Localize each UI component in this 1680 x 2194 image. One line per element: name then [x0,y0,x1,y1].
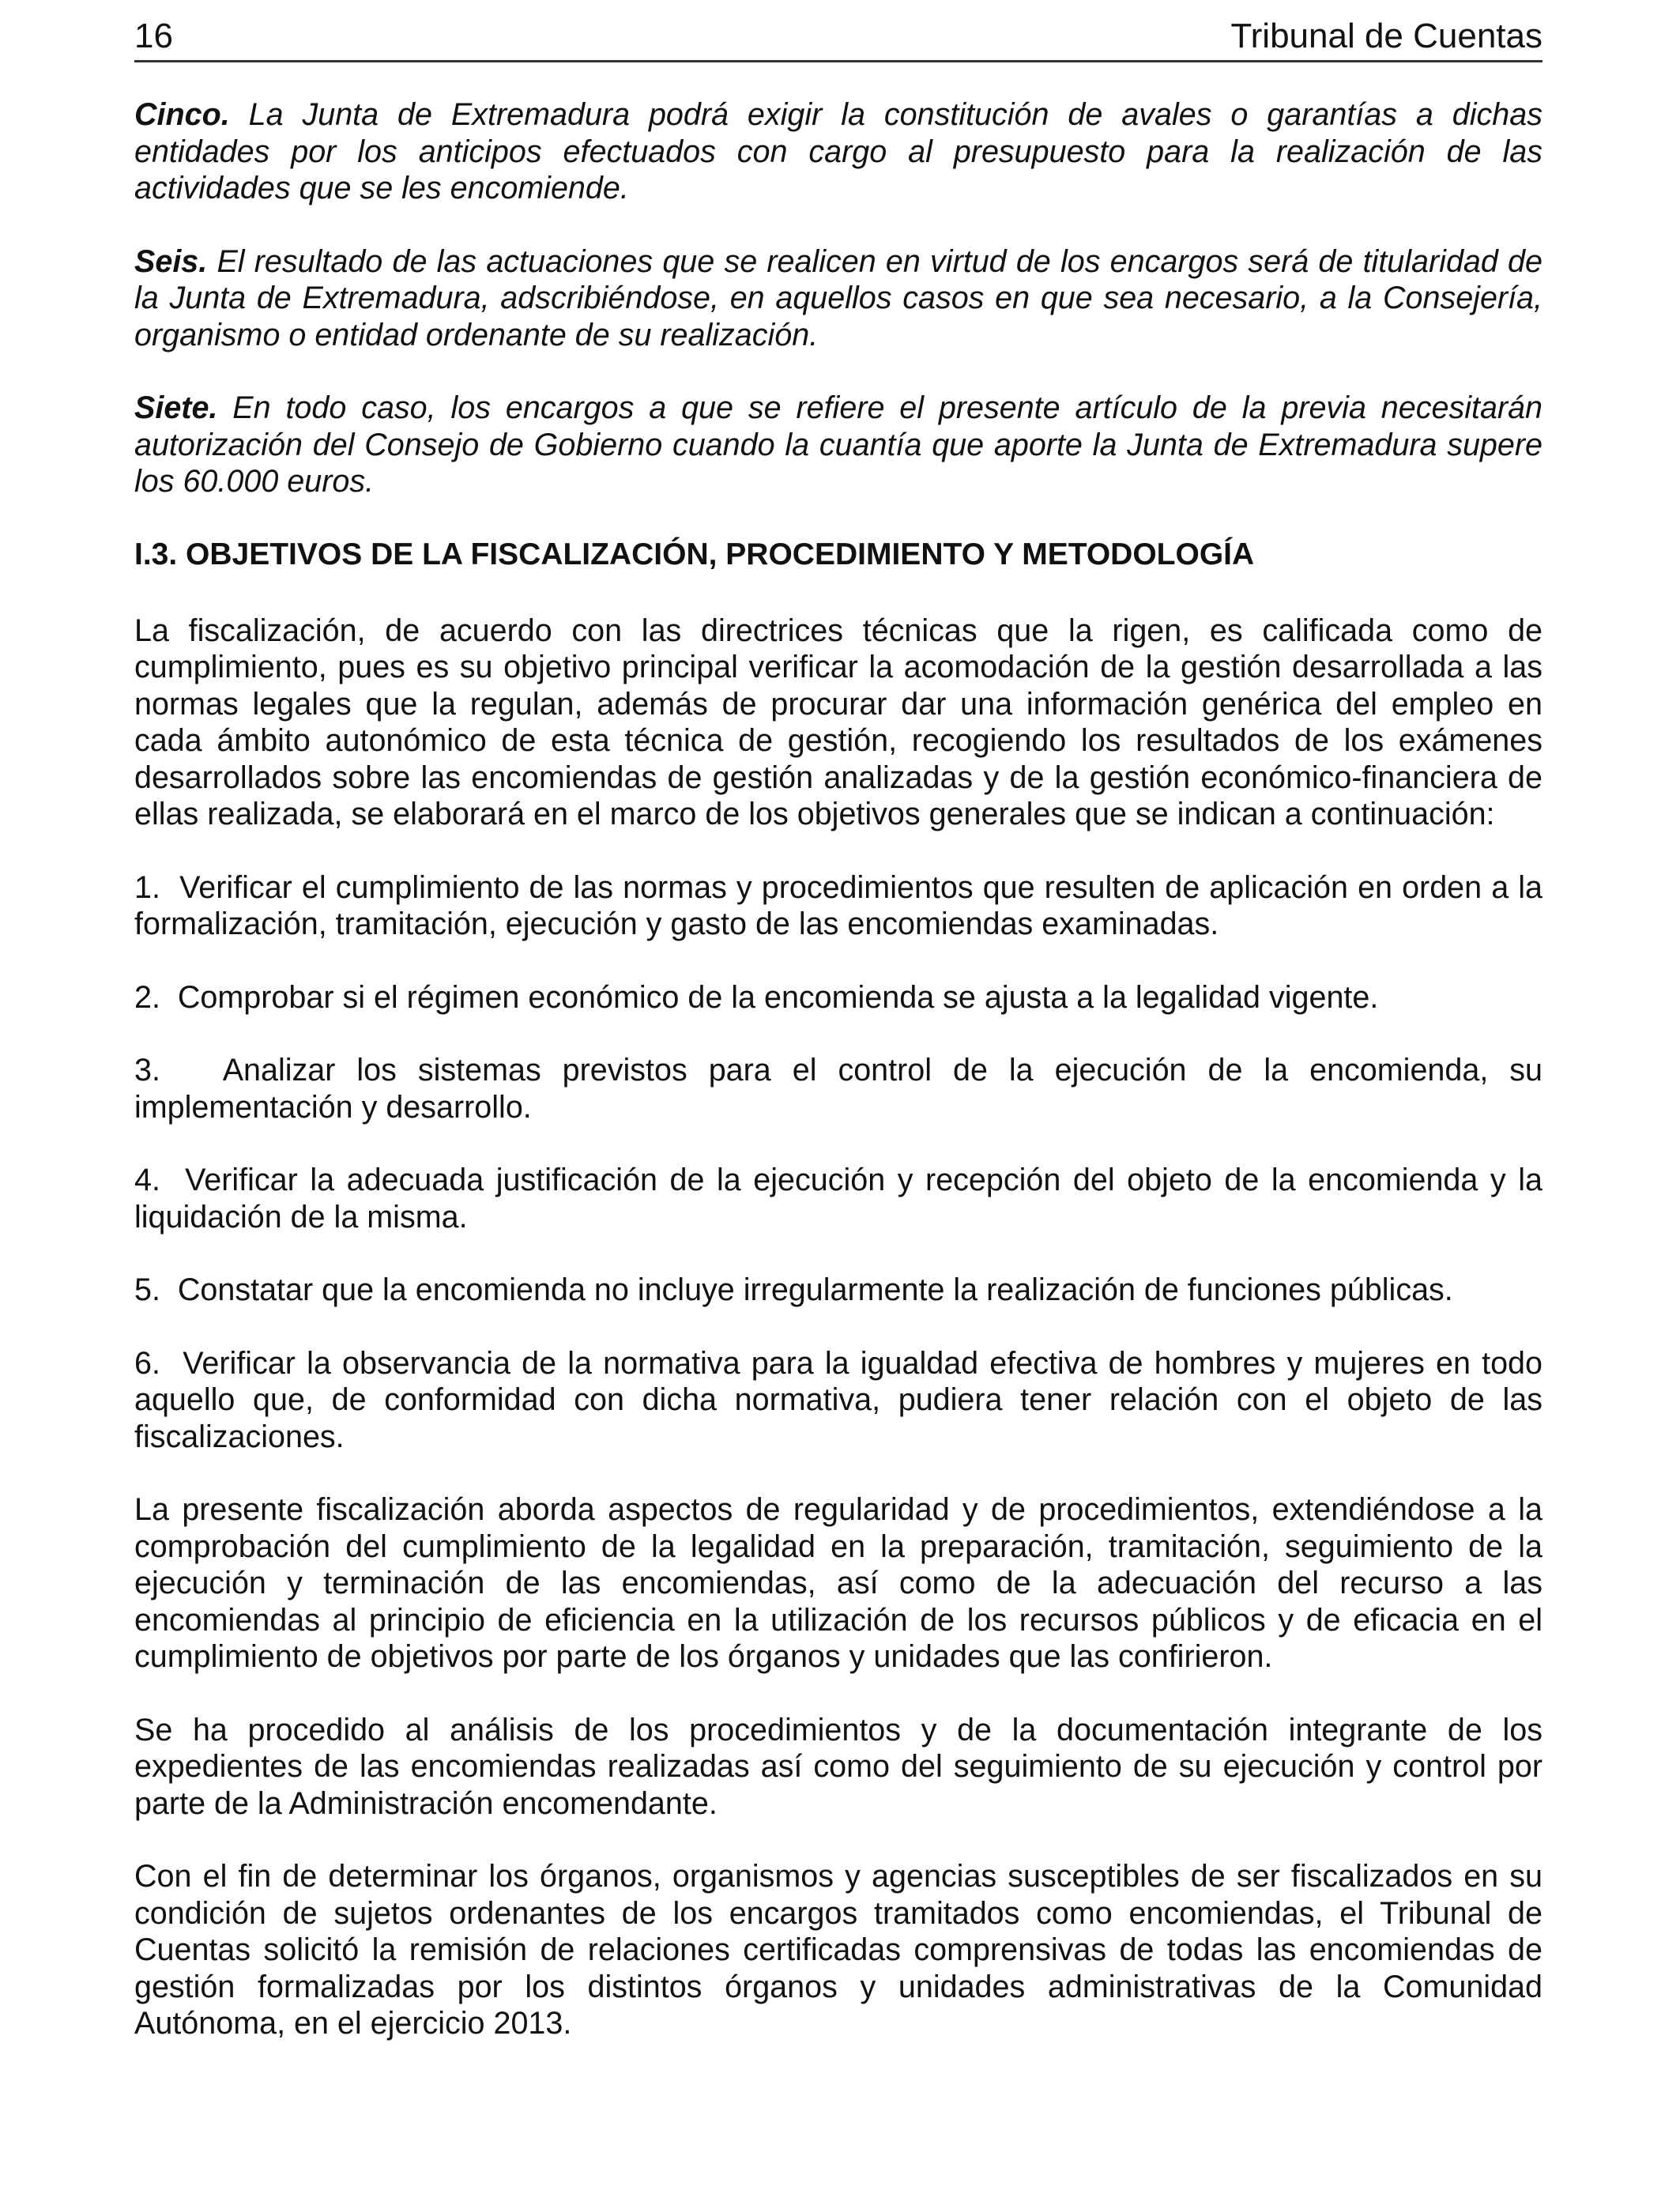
page-number: 16 [134,17,173,55]
objective-number: 1. [134,869,160,905]
objective-number: 2. [134,979,160,1015]
objective-text: Constatar que la encomienda no incluye irregularmente la realización de funciones públicas. [177,1272,1453,1307]
article-label: Siete. [134,390,218,425]
objective-item [134,1345,1543,1456]
page-header [134,14,1543,62]
objective-item [134,1272,1543,1309]
article-paragraph [134,243,1543,354]
objective-text: Verificar la observancia de la normativa para la igualdad efectiva de hombres y mujeres en todo aquello que, de conformidad con dicha normativa, pudiera tener relación con el objeto de las fiscalizaciones. [134,1345,1543,1454]
body-paragraph: La presente fiscalización aborda aspectos de regularidad y de procedimientos, extendiéndose a la comprobación del cumplimiento de la legalidad en la preparación, tramitación, seguimiento de la ejecución y terminación de las encomiendas, así como de la adecuación del recurso a las encomiendas al principio de eficiencia en la utilización de los recursos públicos y de eficacia en el cumplimiento de objetivos por parte de los órganos y unidades que las confirieron. [134,1492,1543,1674]
page-body [134,96,1543,2079]
objective-number: 3. [134,1053,160,1088]
objective-item [134,1162,1543,1235]
objective-number: 4. [134,1163,160,1197]
objective-number: 6. [134,1345,160,1381]
article-text: La Junta de Extremadura podrá exigir la constitución de avales o garantías a dichas entidades por los anticipos efectuados con cargo al presupuesto para la realización de las actividades que se les encomiende. [134,97,1543,205]
section-intro: La fiscalización, de acuerdo con las directrices técnicas que la rigen, es calificada como de cumplimiento, pues es su objetivo principal verificar la acomodación de la gestión desarrollada a las normas legales que la regulan, además de procurar dar una información genérica del empleo en cada ámbito autonómico de esta técnica de gestión, recogiendo los resultados de los exámenes desarrollados sobre las encomiendas de gestión analizadas y de la gestión económico-financiera de ellas realizada, se elaborará en el marco de los objetivos generales que se indican a continuación: [134,613,1543,831]
objective-item [134,1052,1543,1125]
objective-text: Verificar la adecuada justificación de la ejecución y recepción del objeto de la encomienda y la liquidación de la misma. [134,1163,1543,1235]
objective-item [134,869,1543,943]
article-paragraph [134,96,1543,207]
article-text: El resultado de las actuaciones que se realicen en virtud de los encargos será de titularidad de la Junta de Extremadura, adscribiéndose, en aquellos casos en que sea necesario, a la Consejería, organismo o entidad ordenante de su realización. [134,243,1543,352]
objective-text: Analizar los sistemas previstos para el control de la ejecución de la encomienda, su implementación y desarrollo. [134,1053,1543,1125]
objective-number: 5. [134,1272,160,1307]
objective-item [134,979,1543,1016]
body-paragraph: Con el fin de determinar los órganos, organismos y agencias susceptibles de ser fiscalizados en su condición de sujetos ordenantes de los encargos tramitados como encomiendas, el Tribunal de Cuentas solicitó la remisión de relaciones certificadas comprensivas de todas las encomiendas de gestión formalizadas por los distintos órganos y unidades administrativas de la Comunidad Autónoma, en el ejercicio 2013. [134,1859,1543,2041]
objective-text: Verificar el cumplimiento de las normas y procedimientos que resulten de aplicación en orden a la formalización, tramitación, ejecución y gasto de las encomiendas examinadas. [134,869,1543,941]
section-heading: I.3. OBJETIVOS DE LA FISCALIZACIÓN, PROCEDIMIENTO Y METODOLOGÍA [134,537,1255,571]
article-label: Cinco. [134,97,230,132]
article-label: Seis. [134,243,208,279]
body-paragraph: Se ha procedido al análisis de los procedimientos y de la documentación integrante de los expedientes de las encomiendas realizadas así como del seguimiento de su ejecución y control por parte de la Administración encomendante. [134,1712,1543,1821]
objective-text: Comprobar si el régimen económico de la encomienda se ajusta a la legalidad vigente. [177,979,1379,1015]
article-paragraph [134,390,1543,500]
article-text: En todo caso, los encargos a que se refiere el presente artículo de la previa necesitarán autorización del Consejo de Gobierno cuando la cuantía que aporte la Junta de Extremadura supere los 60.000 euros. [134,390,1543,499]
running-title: Tribunal de Cuentas [1230,17,1543,55]
